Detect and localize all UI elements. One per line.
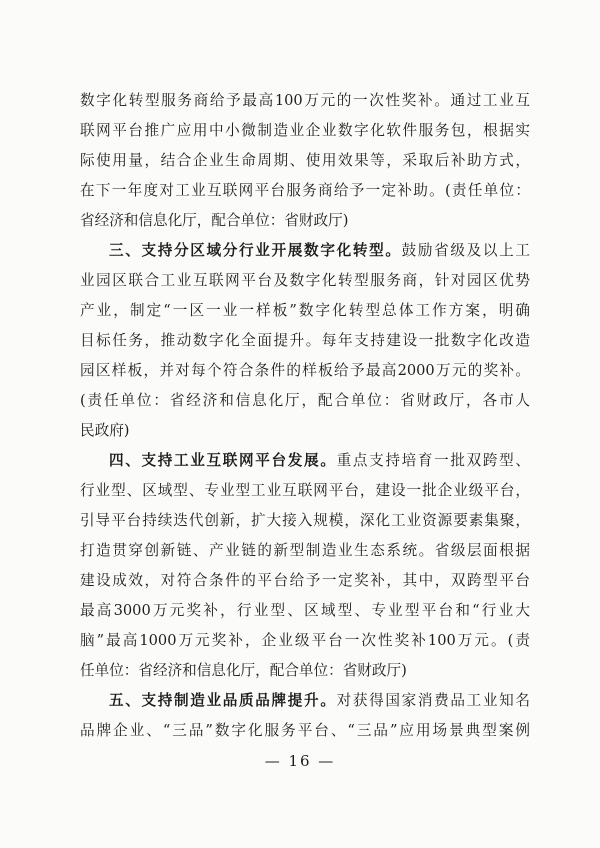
section-heading: 五、支持制造业品质品牌提升。 xyxy=(109,692,337,709)
text-line: (责任单位：省经济和信息化厅，配合单位：省财政厅，各市人 xyxy=(80,392,530,409)
text-line xyxy=(80,236,530,266)
paragraph-3 xyxy=(80,446,530,686)
page-number: — 16 — xyxy=(264,752,336,770)
text-line: 际使用量，结合企业生命周期、使用效果等，采取后补助方式， xyxy=(80,152,530,169)
text-line: 园区样板，并对每个符合条件的样板给予最高2000万元的奖补。 xyxy=(80,362,530,379)
section-heading: 四、支持工业互联网平台发展。 xyxy=(109,452,337,469)
section-heading: 三、支持分区域分行业开展数字化转型。 xyxy=(109,242,402,259)
text-line: 打造贯穿创新链、产业链的新型制造业生态系统。省级层面根据 xyxy=(80,542,530,559)
text-line: 业园区联合工业互联网平台及数字化转型服务商，针对园区优势 xyxy=(80,272,530,289)
text-line xyxy=(80,686,530,716)
text-line: 任单位：省经济和信息化厅，配合单位：省财政厅) xyxy=(80,662,407,679)
text-line: 脑”最高1000万元奖补，企业级平台一次性奖补100万元。(责 xyxy=(80,632,530,649)
text-line: 民政府) xyxy=(80,422,130,439)
text-line: 数字化转型服务商给予最高100万元的一次性奖补。通过工业互 xyxy=(80,92,530,109)
text-line: 建设成效，对符合条件的平台给予一定奖补，其中，双跨型平台 xyxy=(80,572,530,589)
text-line: 在下一年度对工业互联网平台服务商给予一定补助。(责任单位： xyxy=(80,182,530,199)
text-line: 最高3000万元奖补，行业型、区域型、专业型平台和“行业大 xyxy=(80,602,530,619)
text-line: 目标任务，推动数字化全面提升。每年支持建设一批数字化改造 xyxy=(80,332,530,349)
text-line: 品牌企业、“三品”数字化服务平台、“三品”应用场景典型案例 xyxy=(80,722,530,739)
body-text xyxy=(80,86,530,746)
paragraph-4 xyxy=(80,686,530,746)
text-line: 产业，制定“一区一业一样板”数字化转型总体工作方案，明确 xyxy=(80,302,530,319)
text-line: 省经济和信息化厅，配合单位：省财政厅) xyxy=(80,212,349,229)
text-span: 鼓励省级及以上工 xyxy=(401,242,530,259)
text-span: 重点支持培育一批双跨型、 xyxy=(336,452,530,469)
text-span: 对获得国家消费品工业知名 xyxy=(336,692,530,709)
text-line: 联网平台推广应用中小微制造业企业数字化软件服务包，根据实 xyxy=(80,122,530,139)
text-line: 行业型、区域型、专业型工业互联网平台，建设一批企业级平台， xyxy=(80,482,530,499)
text-line: 引导平台持续迭代创新，扩大接入规模，深化工业资源要素集聚， xyxy=(80,512,530,529)
paragraph-2 xyxy=(80,236,530,446)
text-line xyxy=(80,446,530,476)
paragraph-1 xyxy=(80,86,530,236)
